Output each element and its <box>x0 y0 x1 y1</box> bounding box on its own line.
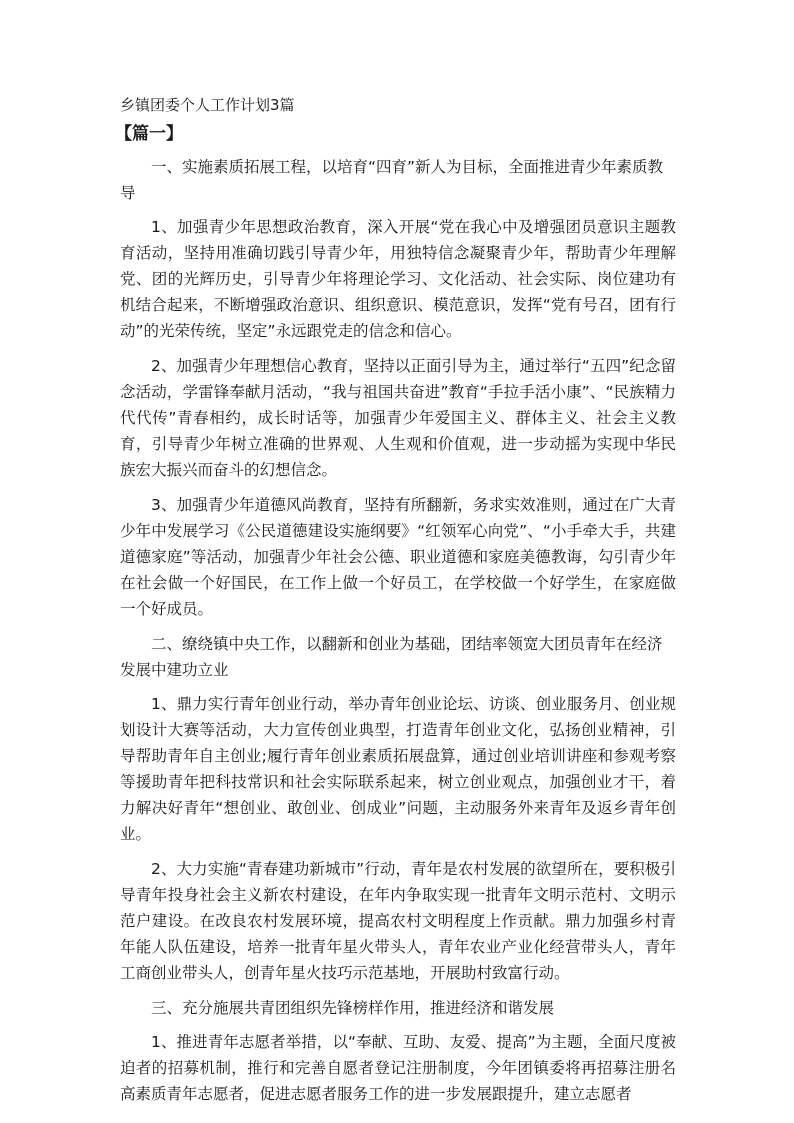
paragraph-2-2: 2、大力实施“青春建功新城市”行动，青年是农村发展的欲望所在，要积极引导青年投身社会主义新农村建设，在年内争取实现一批青年文明示范村、文明示范户建设。在改良农村发展环境，提高农村文明程度上作贡献。鼎力加强乡村青年能人队伍建设，培养一批青年星火带头人，青年农业产业化经营带头人，青年工商创业带头人，创青年星火技巧示范基地，开展助村致富行动。 <box>120 860 676 982</box>
document-title: 乡镇团委个人工作计划3篇 <box>120 96 295 114</box>
paragraph-3-1: 1、推进青年志愿者举措，以“奉献、互助、友爱、提高”为主题，全面尺度被迫者的招募机制，推行和完善自愿者登记注册制度，今年团镇委将再招募注册名高素质青年志愿者，促进志愿者服务工作的进一步发展跟提升，建立志愿者 <box>120 1033 676 1103</box>
paragraph-1-3: 3、加强青少年道德风尚教育，坚持有所翻新，务求实效准则，通过在广大青少年中发展学习《公民道德建设实施纲要》“红领军心向党”、“小手牵大手，共建道德家庭”等活动，加强青少年社会公德、职业道德和家庭美德教诲，勾引青少年在社会做一个好国民，在工作上做一个好员工，在学校做一个好学生，在家庭做一个好成员。 <box>120 496 676 618</box>
paragraph-1-1: 1、加强青少年思想政治教育，深入开展“党在我心中及增强团员意识主题教育活动，坚持用准确切践引导青少年，用独特信念凝聚青少年，帮助青少年理解党、团的光辉历史，引导青少年将理论学习、文化活动、社会实际、岗位建功有机结合起来，不断增强政治意识、组织意识、模范意识，发挥“党有号召，团有行动”的光荣传统，坚定”永远跟党走的信念和信心。 <box>120 218 676 340</box>
section-heading-2: 二、缭绕镇中央工作，以翻新和创业为基础，团结率领宽大团员青年在经济发展中建功立业 <box>120 635 663 679</box>
section-heading-1: 一、实施素质拓展工程，以培育“四育”新人为目标，全面推进青少年素质教导 <box>120 158 664 202</box>
section-heading-3: 三、充分施展共青团组织先锋榜样作用，推进经济和谐发展 <box>151 999 555 1017</box>
section-label: 【篇一】 <box>115 124 183 144</box>
paragraph-1-2: 2、加强青少年理想信心教育，坚持以正面引导为主，通过举行“五四”纪念留念活动，学雷锋奉献月活动，“我与祖国共奋进”教育“手拉手活小康”、“民族精力代代传”青春相约，成长时话等，加强青少年爱国主义、群体主义、社会主义教育，引导青少年树立准确的世界观、人生观和价值观，进一步动摇为实现中华民族宏大振兴而奋斗的幻想信念。 <box>120 357 676 479</box>
document-page <box>115 94 676 1116</box>
paragraph-2-1: 1、鼎力实行青年创业行动，举办青年创业论坛、访谈、创业服务月、创业规划设计大赛等活动，大力宣传创业典型，打造青年创业文化，弘扬创业精神，引导帮助青年自主创业;履行青年创业素质拓展盘算，通过创业培训讲座和参观考察等援助青年把科技常识和社会实际联系起来，树立创业观点，加强创业才干，着力解决好青年“想创业、敢创业、创成业”问题，主动服务外来青年及返乡青年创业。 <box>120 695 676 843</box>
